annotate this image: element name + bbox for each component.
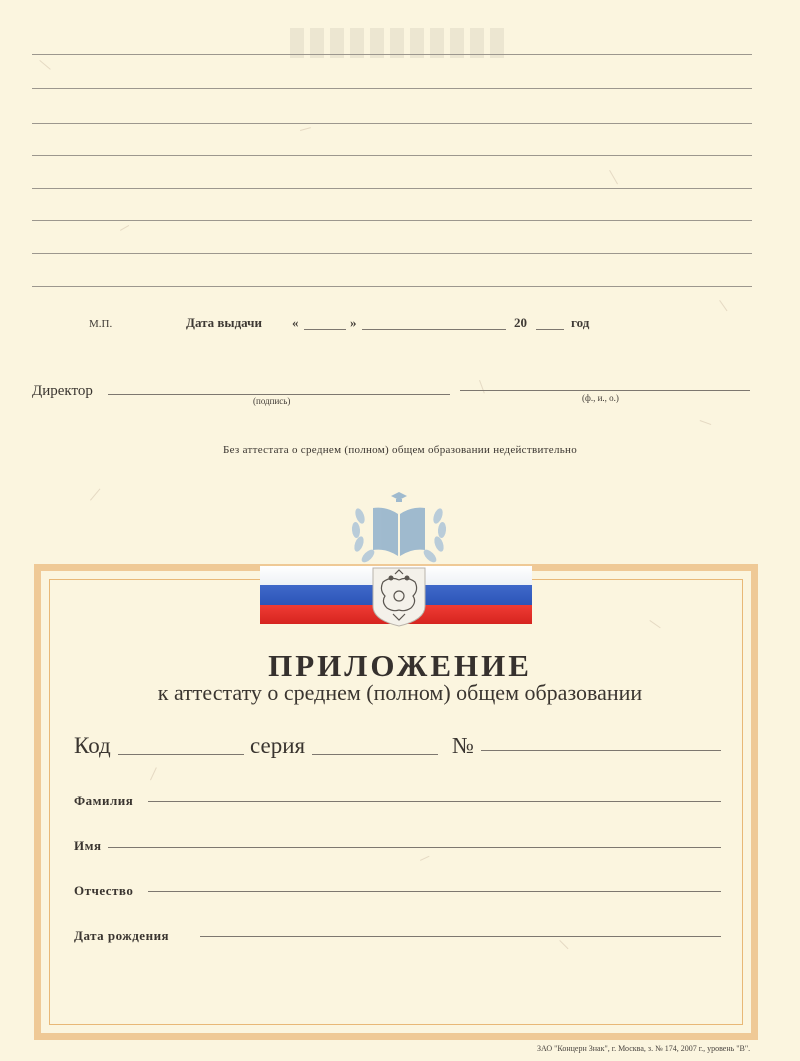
- year-suffix: год: [571, 315, 590, 330]
- surname-field[interactable]: [148, 801, 721, 802]
- validity-note: Без аттестата о среднем (полном) общем образовании недействительно: [222, 444, 578, 456]
- printer-note: ЗАО "Концерн Знак", г. Москва, з. № 174, 2007 г., уровень "В".: [537, 1044, 751, 1053]
- signature-caption: (подпись): [253, 396, 291, 406]
- code-field[interactable]: [118, 754, 244, 755]
- series-field[interactable]: [312, 754, 438, 755]
- appendix-frame: [34, 564, 758, 1040]
- patronymic-label: Отчество: [74, 883, 134, 898]
- number-label: №: [452, 733, 474, 758]
- birthdate-field[interactable]: [200, 936, 721, 937]
- fio-caption: (ф., и., о.): [582, 393, 619, 403]
- number-field[interactable]: [481, 750, 721, 751]
- coat-of-arms-icon: [369, 566, 429, 628]
- series-label: серия: [250, 733, 306, 758]
- appendix-title: ПРИЛОЖЕНИЕ: [268, 648, 532, 683]
- patronymic-field[interactable]: [148, 891, 721, 892]
- quote-open: «: [292, 315, 299, 330]
- seal-place-label: М.П.: [89, 318, 113, 330]
- birthdate-label: Дата рождения: [74, 928, 170, 943]
- issue-month-field[interactable]: [362, 329, 506, 330]
- code-label: Код: [74, 733, 111, 758]
- director-label: Директор: [32, 383, 93, 399]
- issue-year-field[interactable]: [536, 329, 564, 330]
- director-name-field[interactable]: [460, 390, 750, 391]
- name-label: Имя: [74, 838, 102, 853]
- appendix-subtitle: к аттестату о среднем (полном) общем образовании: [157, 680, 643, 705]
- surname-label: Фамилия: [74, 793, 134, 808]
- issue-day-field[interactable]: [304, 329, 346, 330]
- director-signature-field[interactable]: [108, 394, 450, 395]
- issue-date-label: Дата выдачи: [186, 315, 262, 330]
- quote-close: »: [350, 315, 357, 330]
- education-emblem-icon: [346, 486, 452, 566]
- year-prefix: 20: [514, 315, 527, 330]
- name-field[interactable]: [108, 847, 721, 848]
